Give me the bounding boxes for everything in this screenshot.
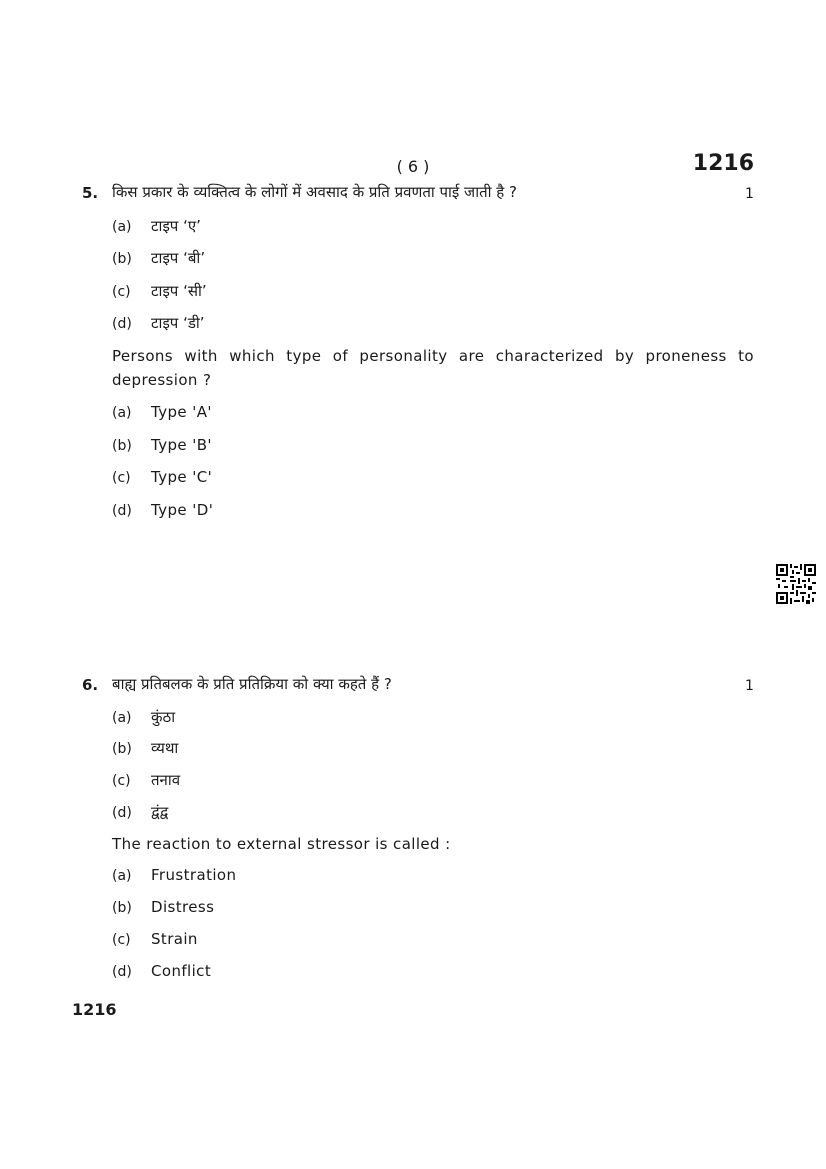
question-6-marks: 1 (745, 678, 754, 694)
q6-hindi-option-d-text: द्वंद्व (151, 803, 169, 821)
q5-english-option-a-letter: (a) (112, 405, 132, 421)
paper-code-footer: 1216 (72, 1000, 117, 1019)
paper-code-header: 1216 (692, 151, 754, 176)
q5-hindi-option-c-letter: (c) (112, 284, 131, 300)
qr-code-icon (776, 564, 816, 604)
q6-hindi-option-d-letter: (d) (112, 805, 132, 821)
q5-hindi-option-b-text: टाइप ‘बी’ (151, 249, 206, 267)
question-6-number: 6. (82, 676, 99, 694)
q5-hindi-option-d-text: टाइप ‘डी’ (151, 314, 205, 332)
question-5-english-text: Persons with which type of personality are characterized by proneness to depression ? (112, 347, 754, 389)
q5-english-option-c-text: Type 'C' (151, 468, 213, 486)
q5-english-option-b-text: Type 'B' (151, 436, 212, 454)
q5-hindi-option-a-letter: (a) (112, 219, 132, 235)
q6-english-option-b-letter: (b) (112, 900, 132, 916)
q5-hindi-option-a-text: टाइप ‘ए’ (151, 217, 201, 235)
q6-hindi-option-a-letter: (a) (112, 710, 132, 726)
q6-hindi-option-a-text: कुंठा (151, 708, 176, 726)
q6-hindi-option-c-text: तनाव (151, 771, 181, 789)
q6-english-option-d-text: Conflict (151, 962, 212, 980)
q6-english-option-c-text: Strain (151, 930, 198, 948)
question-5-hindi-text: किस प्रकार के व्यक्तित्व के लोगों में अवसाद के प्रति प्रवणता पाई जाती है ? (112, 183, 517, 201)
q6-hindi-option-c-letter: (c) (112, 773, 131, 789)
page-number: ( 6 ) (396, 157, 430, 176)
q6-english-option-b-text: Distress (151, 898, 215, 916)
q5-english-option-c-letter: (c) (112, 470, 131, 486)
q5-english-option-d-letter: (d) (112, 503, 132, 519)
question-6-hindi-text: बाह्य प्रतिबलक के प्रति प्रतिक्रिया को क्या कहते हैं ? (112, 675, 392, 693)
q5-english-option-a-text: Type 'A' (151, 403, 212, 421)
q5-hindi-option-c-text: टाइप ‘सी’ (151, 282, 207, 300)
q6-hindi-option-b-text: व्यथा (151, 739, 179, 757)
q6-english-option-c-letter: (c) (112, 932, 131, 948)
q6-english-option-a-letter: (a) (112, 868, 132, 884)
q6-english-option-d-letter: (d) (112, 964, 132, 980)
q5-english-option-d-text: Type 'D' (151, 501, 214, 519)
question-5-number: 5. (82, 184, 99, 202)
q5-hindi-option-d-letter: (d) (112, 316, 132, 332)
q5-english-option-b-letter: (b) (112, 438, 132, 454)
question-5-marks: 1 (745, 186, 754, 202)
q6-english-option-a-text: Frustration (151, 866, 237, 884)
q6-hindi-option-b-letter: (b) (112, 741, 132, 757)
q5-hindi-option-b-letter: (b) (112, 251, 132, 267)
question-6-english-text: The reaction to external stressor is called : (112, 835, 451, 853)
